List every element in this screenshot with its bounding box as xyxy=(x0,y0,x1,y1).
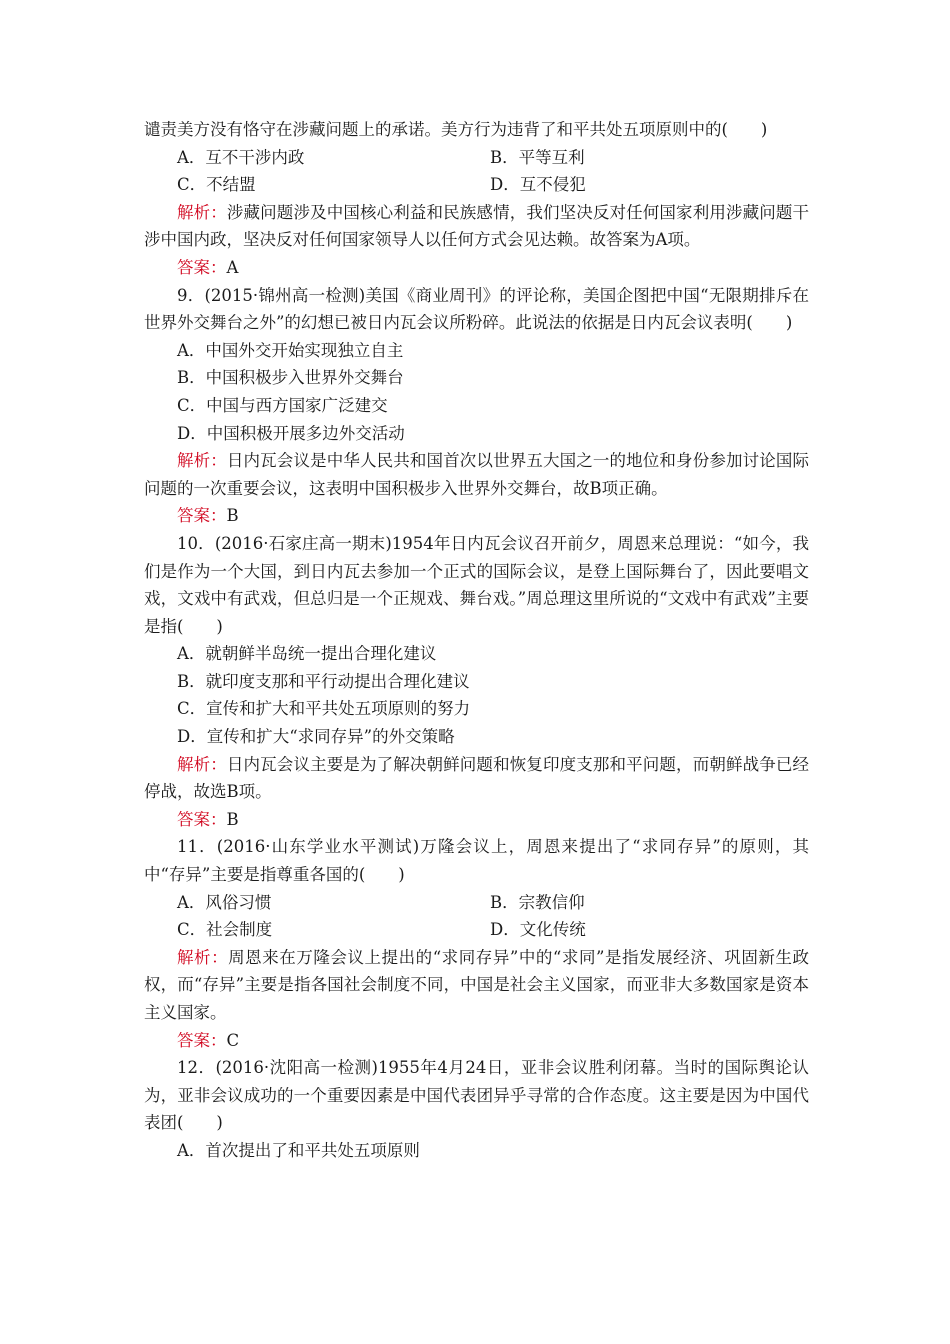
q9-analysis xyxy=(144,447,809,502)
q11-option-c: C．社会制度 xyxy=(177,920,273,940)
q8-answer-label: 答案： xyxy=(177,257,227,277)
q10-analysis-label: 解析： xyxy=(177,754,227,774)
q12-option-a: A．首次提出了和平共处五项原则 xyxy=(177,1140,420,1160)
q10-option-c: C．宣传和扩大和平共处五项原则的努力 xyxy=(177,699,471,719)
q10-analysis xyxy=(144,751,809,806)
q11-options-row-1 xyxy=(144,889,809,917)
q8-analysis-text: 涉藏问题涉及中国核心利益和民族感情，我们坚决反对任何国家利用涉藏问题干涉中国内政，坚决反对任何国家领导人以任何方式会见达赖。故答案为A项。 xyxy=(144,202,810,250)
q9-stem: 9．(2015·锦州高一检测)美国《商业周刊》的评论称，美国企图把中国“无限期排斥在世界外交舞台之外”的幻想已被日内瓦会议所粉碎。此说法的依据是日内瓦会议表明( ) xyxy=(144,285,809,333)
q10-answer xyxy=(144,806,809,834)
q11-option-b: B．宗教信仰 xyxy=(490,892,585,912)
q10-stem: 10．(2016·石家庄高一期末)1954年日内瓦会议召开前夕，周恩来总理说：“如今，我们是作为一个大国，到日内瓦去参加一个正式的国际会议，是登上国际舞台了，因此要唱文戏，文戏中有武戏，但总归是一个正规戏、舞台戏。”周总理这里所说的“文戏中有武戏”主要是指( ) xyxy=(144,533,809,636)
q8-option-a: A．互不干涉内政 xyxy=(177,147,305,167)
q11-analysis-label: 解析： xyxy=(177,947,229,967)
q10-option-a: A．就朝鲜半岛统一提出合理化建议 xyxy=(177,644,437,664)
q9-answer-label: 答案： xyxy=(177,506,227,526)
q8-option-b: B．平等互利 xyxy=(490,147,585,167)
q11-analysis-text: 周恩来在万隆会议上提出的“求同存异”中的“求同”是指发展经济、巩固新生政权，而“存异”主要是指各国社会制度不同，中国是社会主义国家，而亚非大多数国家是资本主义国家。 xyxy=(144,947,809,1022)
q8-option-c: C．不结盟 xyxy=(177,175,256,195)
q10-option-d: D．宣传和扩大“求同存异”的外交策略 xyxy=(177,727,455,747)
q11-answer-value: C xyxy=(226,1030,240,1050)
q10-option-b: B．就印度支那和平行动提出合理化建议 xyxy=(177,671,470,691)
q12-stem: 12．(2016·沈阳高一检测)1955年4月24日，亚非会议胜利闭幕。当时的国际舆论认为，亚非会议成功的一个重要因素是中国代表团异乎寻常的合作态度。这主要是因为中国代表团( ) xyxy=(144,1058,809,1133)
q9-analysis-label: 解析： xyxy=(177,451,227,471)
q9-option-c: C．中国与西方国家广泛建交 xyxy=(177,395,388,415)
q9-analysis-text: 日内瓦会议是中华人民共和国首次以世界五大国之一的地位和身份参加讨论国际问题的一次重要会议，这表明中国积极步入世界外交舞台，故B项正确。 xyxy=(144,451,810,498)
q10-answer-value: B xyxy=(226,809,239,829)
q8-analysis xyxy=(144,199,809,254)
q8-options-row-2 xyxy=(144,171,809,199)
q8-answer-value: A xyxy=(226,257,239,277)
q8-analysis-label: 解析： xyxy=(177,202,227,222)
q9-option-d: D．中国积极开展多边外交活动 xyxy=(177,423,405,443)
q8-option-d: D．互不侵犯 xyxy=(490,175,586,195)
q10-analysis-text: 日内瓦会议主要是为了解决朝鲜问题和恢复印度支那和平问题，而朝鲜战争已经停战，故选B项。 xyxy=(144,754,810,802)
document-body xyxy=(144,116,809,1165)
q11-option-a: A．风俗习惯 xyxy=(177,892,272,912)
q11-answer xyxy=(144,1027,809,1055)
q11-stem: 11．(2016·山东学业水平测试)万隆会议上，周恩来提出了“求同存异”的原则，其中“存异”主要是指尊重各国的( ) xyxy=(144,837,809,885)
q9-answer-value: B xyxy=(226,506,239,526)
q11-analysis xyxy=(144,944,809,1027)
q10-answer-label: 答案： xyxy=(177,809,227,829)
q8-options-row-1 xyxy=(144,144,809,172)
q8-stem-tail: 谴责美方没有恪守在涉藏问题上的承诺。美方行为违背了和平共处五项原则中的( ) xyxy=(144,120,768,139)
q9-answer xyxy=(144,502,809,530)
q9-option-b: B．中国积极步入世界外交舞台 xyxy=(177,368,404,388)
q11-options-row-2 xyxy=(144,916,809,944)
q11-option-d: D．文化传统 xyxy=(490,920,586,940)
q9-option-a: A．中国外交开始实现独立自主 xyxy=(177,340,404,360)
q11-answer-label: 答案： xyxy=(177,1030,227,1050)
q8-answer xyxy=(144,254,809,282)
